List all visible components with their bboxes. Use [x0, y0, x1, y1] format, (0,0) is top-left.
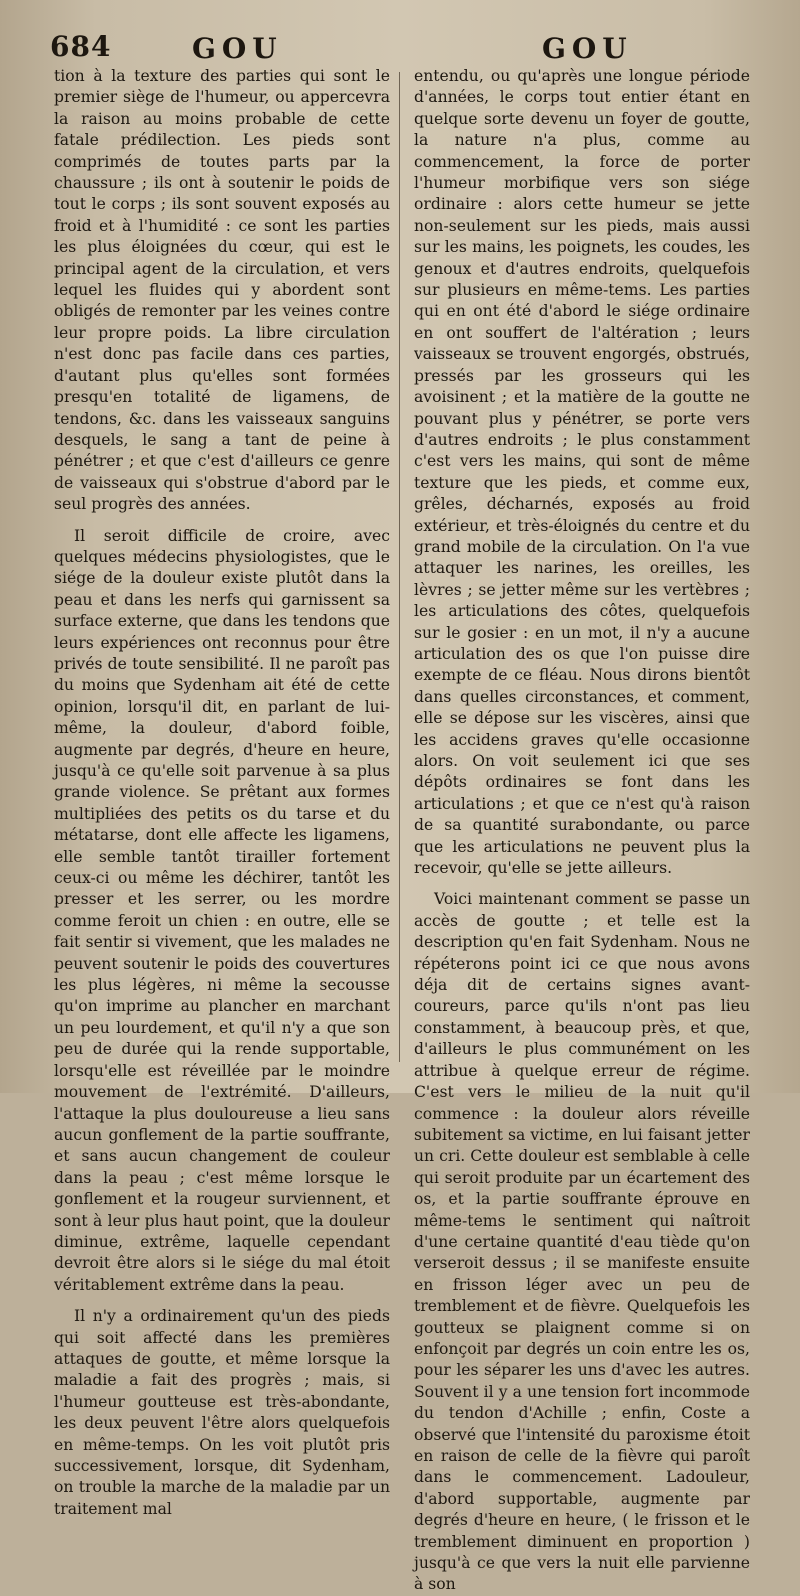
- right-column: [414, 66, 750, 1596]
- running-head-right: GOU: [542, 32, 633, 65]
- column-divider: [399, 72, 400, 1062]
- page-number: 684: [50, 30, 112, 63]
- paragraph: Il n'y a ordinairement qu'un des pieds qui soit affecté dans les premières attaques de goutte, et même lorsque la maladie a fait des progrès ; mais, si l'humeur goutteuse est très-abondante, les deux peuvent l'être alors quelquefois en même-temps. On les voit plutôt pris successivement, lorsque, dit Sydenham, on trouble la marche de la maladie par un traitement mal: [54, 1307, 390, 1518]
- paragraph: entendu, ou qu'après une longue période d'années, le corps tout entier étant en quelque sorte devenu un foyer de goutte, la nature n'a plus, comme au commencement, la force de porter l'humeur morbifique vers son siége ordinaire : alors cette humeur se jette non-seulement sur les pieds, mais aussi sur les mains, les poignets, les coudes, les genoux et d'autres endroits, quelquefois sur plusieurs en même-tems. Les parties qui en ont été d'abord le siége ordinaire en ont souffert de l'altération ; leurs vaisseaux se trouvent engorgés, obstrués, pressés par les grosseurs qui les avoisinent ; et la matière de la goutte ne pouvant plus y pénétrer, se porte vers d'autres endroits ; le plus constamment c'est vers les mains, qui sont de même texture que les pieds, et comme eux, grêles, décharnés, exposés au froid extérieur, et très-éloignés du centre et du grand mobile de la circulation. On l'a vue attaquer les narines, les oreilles, les lèvres ; se jetter même sur les vertèbres ; les articulations des côtes, quelquefois sur le gosier : en un mot, il n'y a aucune articulation des os que l'on puisse dire exempte de ce fléau. Nous dirons bientôt dans quelles circonstances, et comment, elle se dépose sur les viscères, ainsi que les accidens graves qu'elle occasionne alors. On voit seulement ici que ses dépôts ordinaires se font dans les articulations ; et que ce n'est qu'à raison de sa quantité surabondante, ou parce que les articulations ne peuvent plus la recevoir, qu'elle se jette ailleurs.: [414, 67, 750, 878]
- paragraph: Voici maintenant comment se passe un accès de goutte ; et telle est la description qu'en fait Sydenham. Nous ne répéterons point ici ce que nous avons déja dit de certains signes avant-coureurs, parce qu'ils n'ont pas lieu constamment, à beaucoup près, et que, d'ailleurs le plus communément on les attribue à quelque erreur de régime. C'est vers le milieu de la nuit qu'il commence : la douleur alors réveille subitement sa victime, en lui faisant jetter un cri. Cette douleur est semblable à celle qui seroit produite par un écartement des os, et la partie souffrante éprouve en même-tems le sentiment qui naîtroit d'une certaine quantité d'eau tiède qu'on verseroit dessus ; il se manifeste ensuite en frisson léger avec un peu de tremblement et de fièvre. Quelquefois les goutteux se plaignent comme si on enfonçoit par degrés un coin entre les os, pour les séparer les uns d'avec les autres. Souvent il y a une tension fort incommode du tendon d'Achille ; enfin, Coste a observé que l'intensité du paroxisme étoit en raison de celle de la fièvre qui paroît dans le commencement. Ladouleur, d'abord supportable, augmente par degrés d'heure en heure, ( le frisson et le tremblement diminuent en proportion ) jusqu'à ce que vers la nuit elle parvienne à son: [414, 890, 750, 1594]
- paragraph: tion à la texture des parties qui sont le premier siège de l'humeur, ou appercevra la raison au moins probable de cette fatale prédilection. Les pieds sont comprimés de toutes parts par la chaussure ; ils ont à soutenir le poids de tout le corps ; ils sont souvent exposés au froid et à l'humidité : ce sont les parties les plus éloignées du cœur, qui est le principal agent de la circulation, et vers lequel les fluides qui y abordent sont obligés de remonter par les veines contre leur propre poids. La libre circulation n'est donc pas facile dans ces parties, d'autant plus qu'elles sont formées presqu'en totalité de ligamens, de tendons, &c. dans les vaisseaux sanguins desquels, le sang a tant de peine à pénétrer ; et que c'est d'ailleurs ce genre de vaisseaux qui s'obstrue d'abord par le seul progrès des années.: [54, 67, 390, 514]
- running-head-left: GOU: [192, 32, 283, 65]
- paragraph: Il seroit difficile de croire, avec quelques médecins physiologistes, que le siége de la douleur existe plutôt dans la peau et dans les nerfs qui garnissent sa surface externe, que dans les tendons que leurs expériences ont reconnus pour être privés de toute sensibilité. Il ne paroît pas du moins que Sydenham ait été de cette opinion, lorsqu'il dit, en parlant de lui-même, la douleur, d'abord foible, augmente par degrés, d'heure en heure, jusqu'à ce qu'elle soit parvenue à sa plus grande violence. Se prêtant aux formes multipliées des petits os du tarse et du métatarse, dont elle affecte les ligamens, elle semble tantôt tirailler fortement ceux-ci ou même les déchirer, tantôt les presser et les serrer, ou les mordre comme feroit un chien : en outre, elle se fait sentir si vivement, que les malades ne peuvent soutenir le poids des couvertures les plus légères, ni même la secousse qu'on imprime au plancher en marchant un peu lourdement, et qu'il n'y a que son peu de durée qui la rende supportable, lorsqu'elle est réveillée par le moindre mouvement de l'extrémité. D'ailleurs, l'attaque la plus douloureuse a lieu sans aucun gonflement de la partie souffrante, et sans aucun changement de couleur dans la peau ; c'est même lorsque le gonflement et la rougeur surviennent, et sont à leur plus haut point, que la douleur diminue, extrême, laquelle cependant devroit être alors si le siége du mal étoit véritablement extrême dans la peau.: [54, 526, 390, 1294]
- page-header: [0, 18, 800, 68]
- left-column: [54, 66, 390, 1520]
